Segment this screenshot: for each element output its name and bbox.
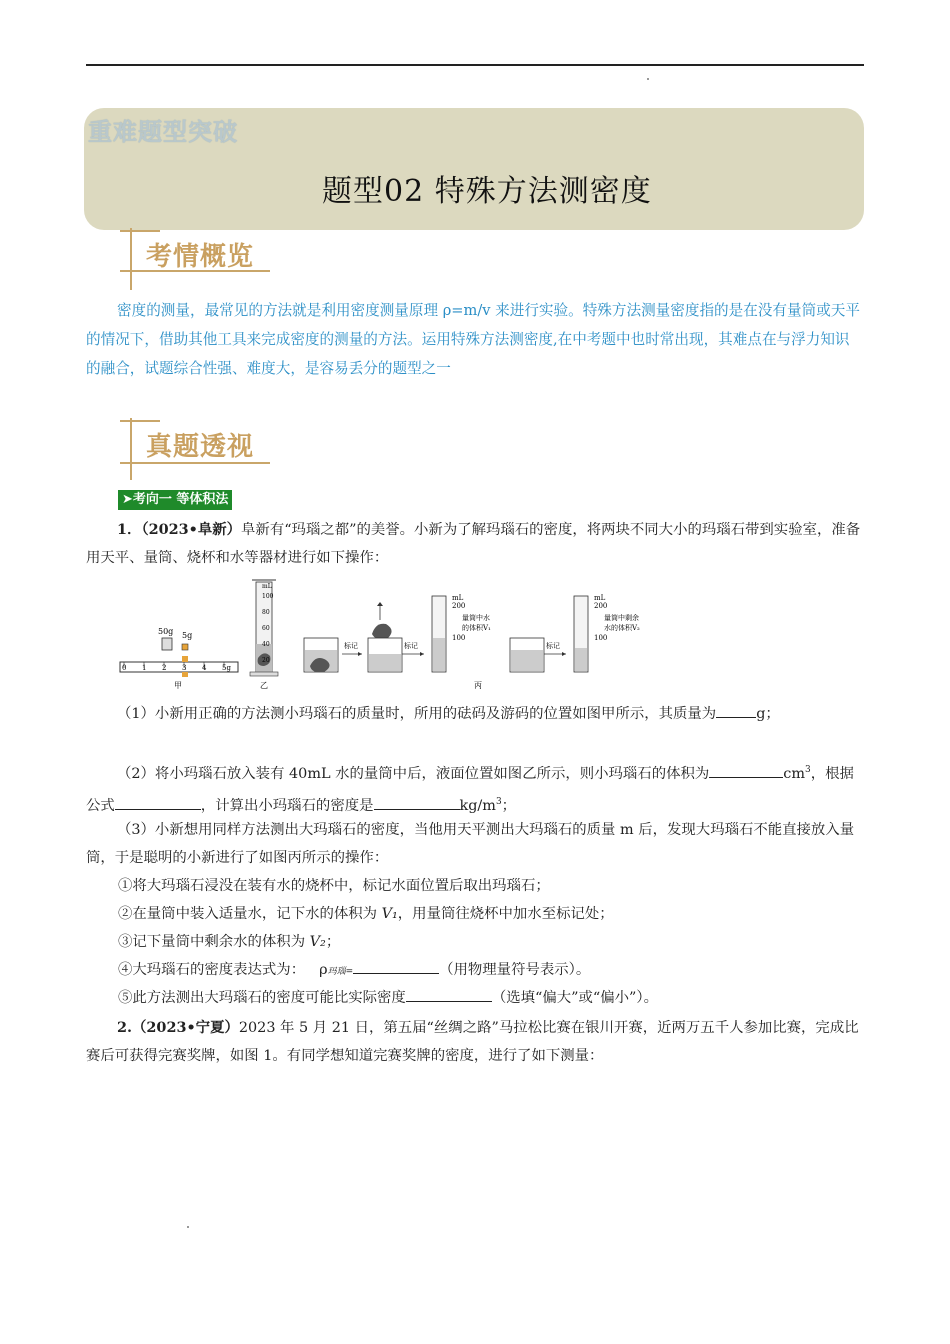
cylinder-tick: 100: [594, 634, 608, 642]
cylinder-caption: 的体积V₁: [462, 624, 491, 632]
answer-blank[interactable]: [374, 793, 460, 810]
beaker-step-2: [368, 638, 424, 672]
header-dot: [647, 78, 649, 80]
question-1-part-1: （1）小新用正确的方法测小玛瑙石的质量时，所用的砝码及游码的位置如图甲所示，其质量为 g；: [86, 700, 864, 728]
cylinder-caption: 水的体积V₂: [604, 624, 640, 632]
step-2: ②在量筒中装入适量水，记下水的体积为 V₁，用量筒往烧杯中加水至标记处；: [118, 906, 614, 922]
weight-5g: [182, 644, 188, 650]
answer-blank[interactable]: [115, 793, 201, 810]
cylinder-tick: 60: [262, 625, 270, 632]
scale-tick: 4: [202, 664, 207, 672]
question-2-stem: [86, 1014, 864, 1070]
step-3: ③记下量筒中剩余水的体积为 V₂；: [118, 934, 341, 950]
section-frame-left: [130, 228, 132, 290]
cylinder-tick: 20: [262, 657, 270, 664]
answer-blank[interactable]: [716, 701, 756, 718]
answer-blank[interactable]: [406, 985, 492, 1002]
question-text: 2023 年 5 月 21 日，第五届“丝绸之路”马拉松比赛在银川开赛，近两万五千人参加比赛，完成比赛后可获得完赛奖牌，如图 1。有同学想知道完赛奖牌的密度，进行了如下测量：: [86, 1020, 859, 1064]
rider-weight: [182, 672, 188, 677]
cylinder-v1: [432, 594, 491, 690]
question-text: 阜新有“玛瑙之都”的美誉。小新为了解玛瑙石的密度，将两块不同大小的玛瑙石带到实验室，准备用天平、量筒、烧杯和水等器材进行如下操作：: [86, 522, 861, 566]
step-5: ⑤此方法测出大玛瑙石的密度可能比实际密度 （选填“偏大”或“偏小”）。: [118, 984, 658, 1012]
question-1-part-3: （3）小新想用同样方法测出大玛瑙石的密度，当他用天平测出大玛瑙石的质量 m 后，发现大玛瑙石不能直接放入量筒，于是聪明的小新进行了如图丙所示的操作：: [86, 822, 855, 866]
cylinder-caption: 量筒中剩余: [604, 614, 639, 622]
scale-tick: 2: [162, 664, 167, 672]
scale-tick: 1: [142, 664, 147, 672]
stone-removed: [372, 602, 392, 639]
banner-tag: 重难题型突破: [88, 118, 238, 146]
intro-paragraph: 密度的测量，最常见的方法就是利用密度测量原理 ρ=m/v 来进行实验。特殊方法测量密度指的是在没有量筒或天平的情况下，借助其他工具来完成密度的测量的方法。运用特殊方法测密度,在中考题中也时常出现，其难点在与浮力知识的融合，试题综合性强、难度大，是容易丢分的题型之一: [86, 302, 860, 377]
answer-blank[interactable]: [353, 957, 439, 974]
footer-dot: [187, 1226, 189, 1228]
scale-tick: 5g: [222, 664, 231, 672]
section-frame-left: [130, 418, 132, 480]
cylinder-figure: [250, 580, 278, 690]
rider-weight: [182, 656, 188, 662]
topic-tag: ➤考向一 等体积法: [118, 490, 232, 510]
question-source: （2023•宁夏）: [132, 1019, 239, 1036]
beaker-step-1: [304, 638, 362, 672]
figure-label: 丙: [474, 681, 482, 690]
cylinder-tick: 200: [594, 602, 608, 610]
cylinder-v2: [574, 594, 640, 672]
question-1-stem: [86, 516, 864, 572]
question-number: 2.: [117, 1019, 133, 1036]
step-1: ①将大玛瑙石浸没在装有水的烧杯中，标记水面位置后取出玛瑙石；: [118, 878, 550, 894]
weight-label: 50g: [158, 627, 174, 636]
section-frame-top: [120, 420, 160, 422]
cylinder-unit: mL: [594, 594, 606, 602]
cylinder-tick: 100: [452, 634, 466, 642]
cylinder-tick: 40: [262, 641, 270, 648]
mark-label: 标记: [404, 642, 418, 650]
weight-50g: [162, 638, 172, 650]
figure-label: 甲: [174, 681, 182, 690]
section-heading-overview: 考情概览: [146, 242, 255, 272]
beaker-step-3: [510, 638, 566, 672]
question-number: 1．: [117, 521, 142, 538]
section-heading-real: 真题透视: [146, 432, 255, 462]
answer-blank[interactable]: [709, 761, 783, 778]
cylinder-tick: 80: [262, 609, 270, 616]
step-4: ④大玛瑙石的密度表达式为： ρ玛瑙= （用物理量符号表示）。: [118, 956, 590, 986]
figure-label: 乙: [260, 681, 268, 690]
question-1-part-2: （2）将小玛瑙石放入装有 40mL 水的量筒中后，液面位置如图乙所示，则小玛瑙石的体积为 $cm^3$，根据公式 ，计算出小玛瑙石的密度是 $kg/m^3$；: [86, 756, 864, 820]
cylinder-caption: 量筒中水: [462, 614, 490, 622]
section-frame-top: [120, 230, 160, 232]
cylinder-tick: 200: [452, 602, 466, 610]
experiment-figure: [118, 578, 838, 690]
scale-tick: 3: [182, 664, 187, 672]
header-rule: [86, 64, 864, 66]
cylinder-unit: mL: [262, 583, 272, 590]
balance-figure: [120, 627, 238, 690]
mark-label: 标记: [344, 642, 358, 650]
cylinder-unit: mL: [452, 594, 464, 602]
page-title: 题型02 特殊方法测密度: [322, 174, 652, 209]
scale-tick: 0: [122, 664, 127, 672]
mark-label: 标记: [546, 642, 560, 650]
weight-label: 5g: [182, 631, 193, 640]
question-source: （2023•阜新）: [141, 521, 242, 538]
cylinder-tick: 100: [262, 593, 274, 600]
